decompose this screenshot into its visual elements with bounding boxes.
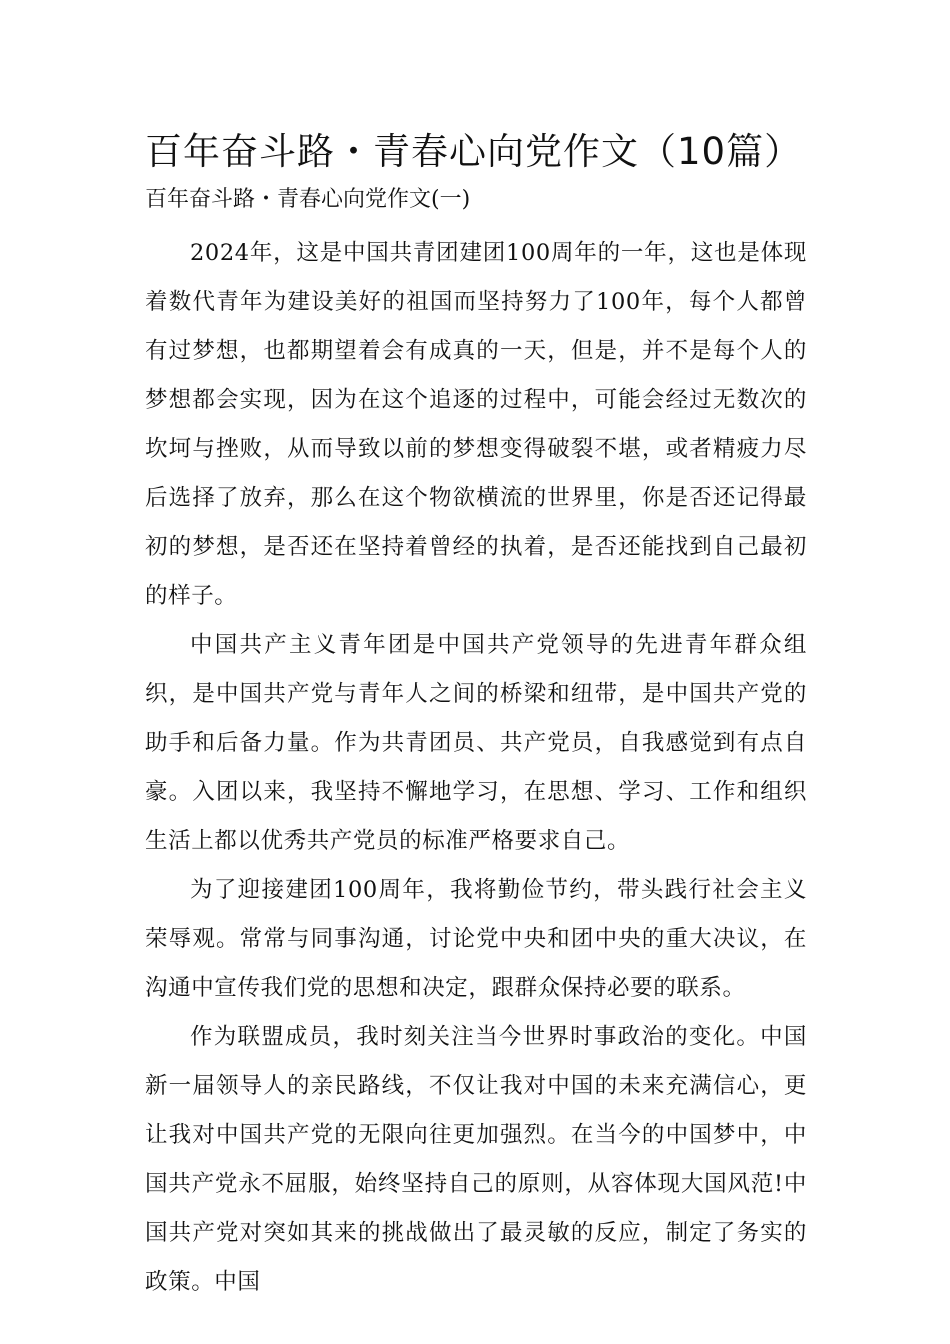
paragraph: 2024年，这是中国共青团建团100周年的一年，这也是体现着数代青年为建设美好的祖国而坚持努力了100年，每个人都曾有过梦想，也都期望着会有成真的一天，但是，并不是每个人的梦想都会实现，因为在这个追逐的过程中，可能会经过无数次的坎坷与挫败，从而导致以前的梦想变得破裂不堪，或者精疲力尽后选择了放弃，那么在这个物欲横流的世界里，你是否还记得最初的梦想，是否还在坚持着曾经的执着，是否还能找到自己最初的样子。 <box>145 240 807 609</box>
paragraph: 中国共产主义青年团是中国共产党领导的先进青年群众组织，是中国共产党与青年人之间的桥梁和纽带，是中国共产党的助手和后备力量。作为共青团员、共产党员，自我感觉到有点自豪。入团以来，我坚持不懈地学习，在思想、学习、工作和组织生活上都以优秀共产党员的标准严格要求自己。 <box>145 632 807 854</box>
paragraph: 为了迎接建团100周年，我将勤俭节约，带头践行社会主义荣辱观。常常与同事沟通，讨论党中央和团中央的重大决议，在沟通中宣传我们党的思想和决定，跟群众保持必要的联系。 <box>145 877 807 1001</box>
document-body <box>145 229 807 1307</box>
document-subtitle: 百年奋斗路・青春心向党作文(一) <box>145 187 471 212</box>
paragraph: 作为联盟成员，我时刻关注当今世界时事政治的变化。中国新一届领导人的亲民路线，不仅让我对中国的未来充满信心，更让我对中国共产党的无限向往更加强烈。在当今的中国梦中，中国共产党永不屈服，始终坚持自己的原则，从容体现大国风范!中国共产党对突如其来的挑战做出了最灵敏的反应，制定了务实的政策。中国 <box>145 1024 807 1295</box>
document-title: 百年奋斗路・青春心向党作文（10篇） <box>145 130 803 173</box>
